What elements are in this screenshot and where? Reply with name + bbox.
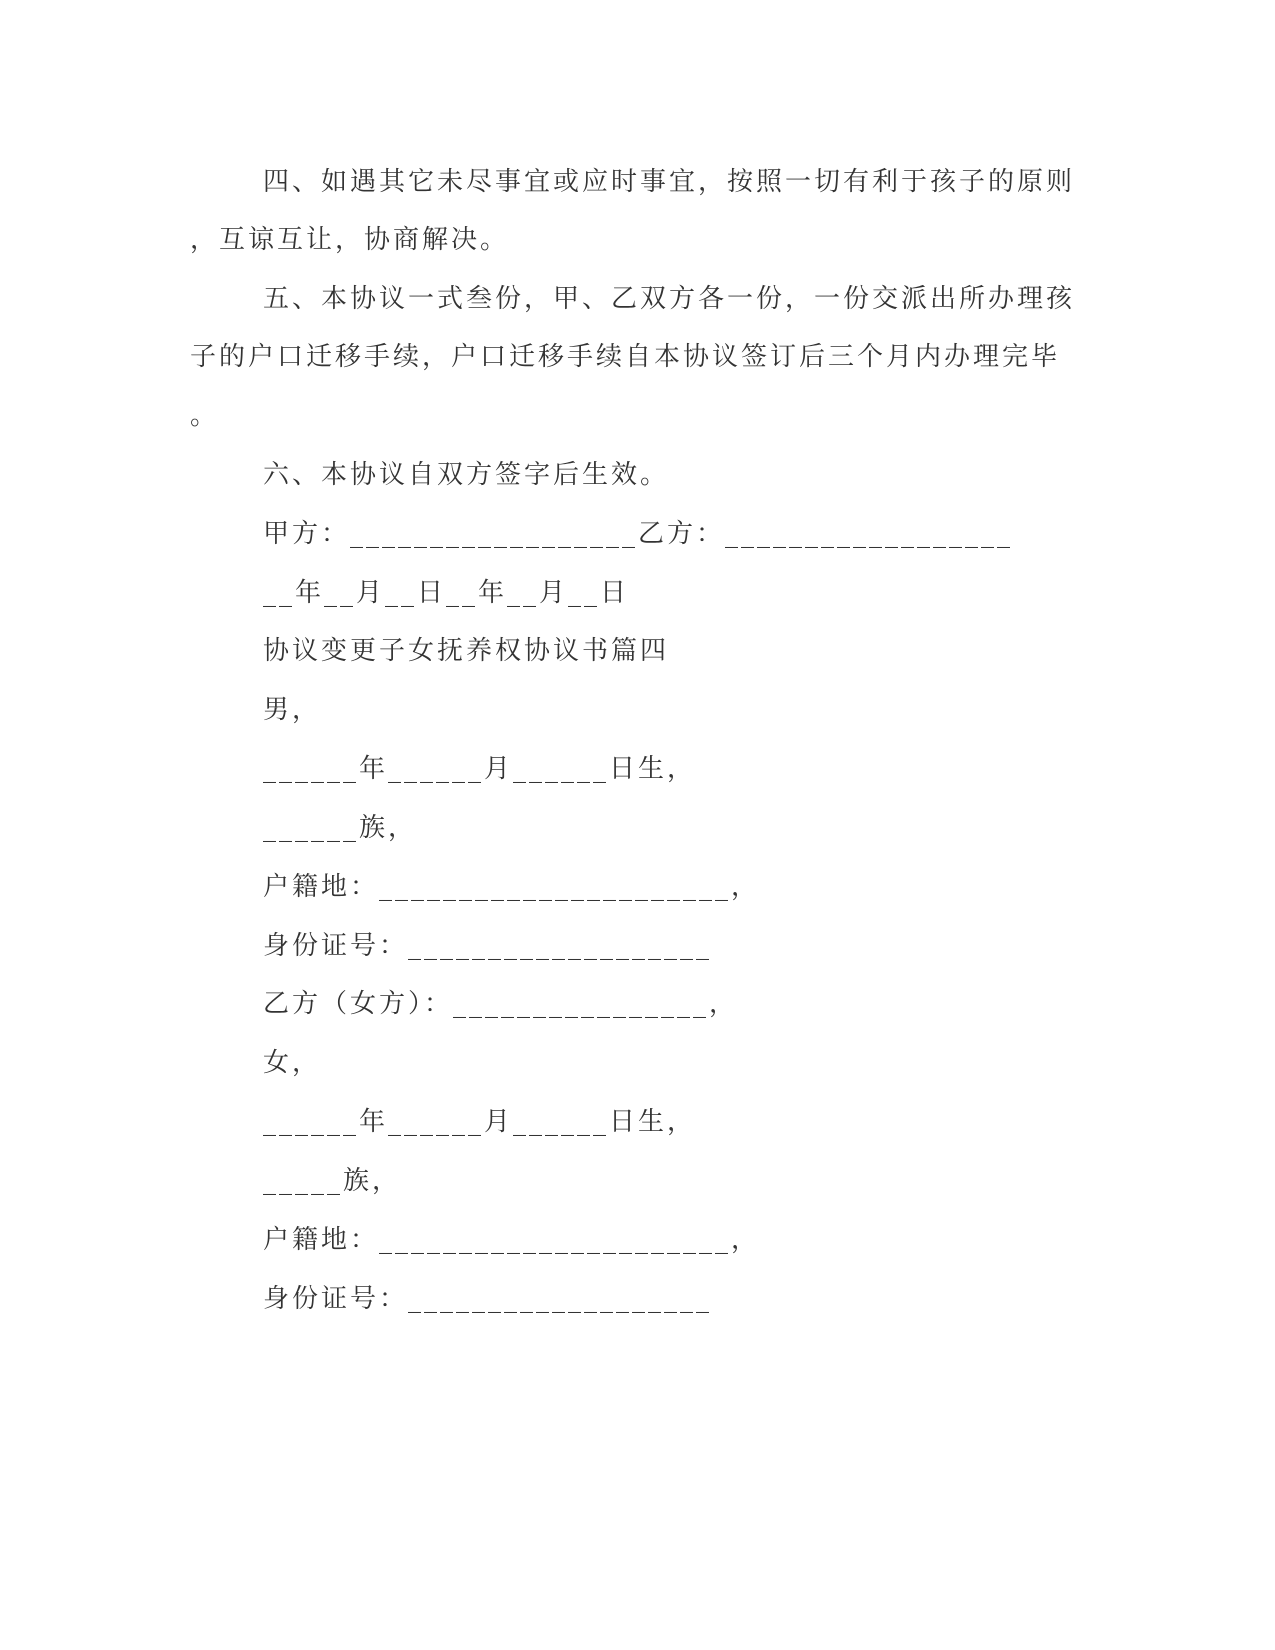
clause-4-line-2: ，互谅互让，协商解决。 — [190, 225, 510, 255]
section-heading: 协议变更子女抚养权协议书篇四 — [263, 636, 670, 666]
clause-5-line-1: 五、本协议一式叁份，甲、乙双方各一份，一份交派出所办理孩 — [263, 284, 1076, 314]
clause-6: 六、本协议自双方签字后生效。 — [263, 460, 670, 490]
clause-5-line-2: 子的户口迁移手续，户口迁移手续自本协议签订后三个月内办理完毕 — [190, 342, 1061, 372]
party-a-gender: 男， — [263, 695, 322, 725]
clause-5-line-3: 。 — [190, 401, 220, 431]
party-a-ethnicity: ______族， — [263, 813, 418, 843]
party-b-ethnicity: _____族， — [263, 1166, 402, 1196]
party-a-id-number: 身份证号：___________________ — [263, 931, 713, 961]
signature-line: 甲方：__________________乙方：__________________ — [263, 519, 1014, 549]
party-b-id-number: 身份证号：___________________ — [263, 1284, 713, 1314]
party-a-residence: 户籍地：______________________， — [263, 872, 761, 902]
clause-4-line-1: 四、如遇其它未尽事宜或应时事宜，按照一切有利于孩子的原则 — [263, 167, 1076, 197]
party-b-gender: 女， — [263, 1048, 322, 1078]
party-b-residence: 户籍地：______________________， — [263, 1225, 761, 1255]
party-a-birthdate: ______年______月______日生， — [263, 754, 697, 784]
party-b-birthdate: ______年______月______日生， — [263, 1107, 697, 1137]
date-line: __年__月__日__年__月__日 — [263, 578, 630, 608]
party-b-name: 乙方（女方）：________________， — [263, 989, 739, 1019]
